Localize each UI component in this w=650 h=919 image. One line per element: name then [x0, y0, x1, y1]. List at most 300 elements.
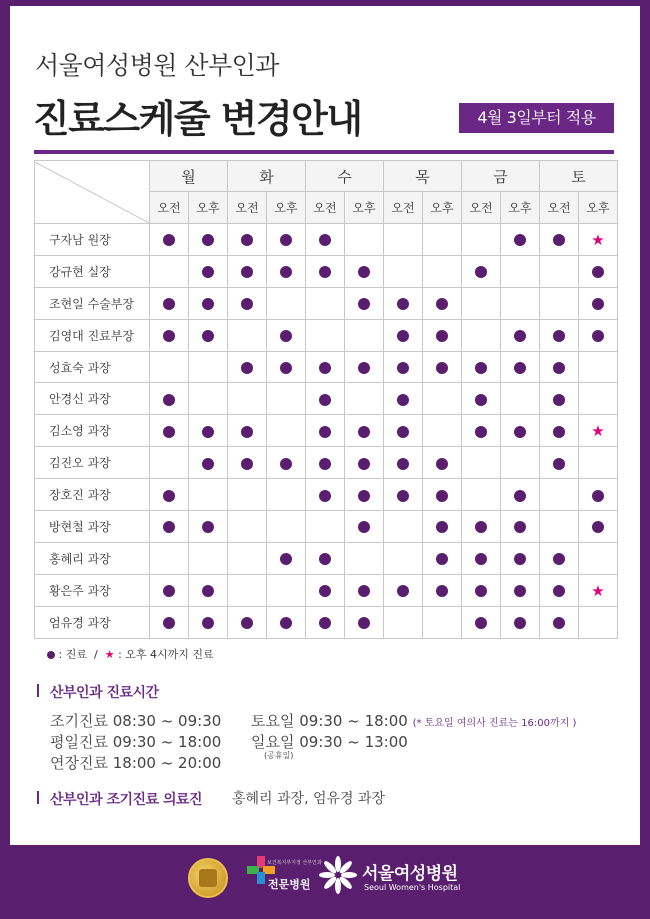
clinic-dot-icon	[202, 521, 214, 533]
clinic-dot-icon	[553, 458, 565, 470]
clinic-dot-icon	[397, 458, 409, 470]
specialty-hospital-text: 전문병원	[268, 878, 311, 891]
schedule-cell	[423, 287, 462, 319]
doctor-name: 김진오 과장	[35, 447, 150, 479]
schedule-cell	[423, 383, 462, 415]
schedule-cell	[540, 511, 579, 543]
schedule-cell	[540, 319, 579, 351]
day-header: 금	[462, 161, 540, 192]
clinic-dot-icon	[514, 330, 526, 342]
schedule-cell	[345, 351, 384, 383]
schedule-cell	[579, 383, 618, 415]
am-header: 오전	[462, 192, 501, 224]
doctor-row	[35, 479, 618, 511]
clinic-dot-icon	[592, 521, 604, 533]
schedule-cell	[267, 351, 306, 383]
day-header: 수	[306, 161, 384, 192]
clinic-dot-icon	[436, 521, 448, 533]
schedule-cell	[267, 415, 306, 447]
schedule-cell	[462, 255, 501, 287]
schedule-cell	[579, 319, 618, 351]
doctor-row	[35, 447, 618, 479]
clinic-dot-icon	[163, 490, 175, 502]
schedule-cell	[189, 287, 228, 319]
top-border	[0, 0, 650, 6]
schedule-cell	[423, 574, 462, 606]
page-title: 진료스케줄 변경안내	[33, 97, 362, 141]
weekday-hours: 평일진료 09:30 ~ 18:00	[50, 733, 222, 751]
schedule-cell	[540, 542, 579, 574]
schedule-cell	[228, 224, 267, 256]
clinic-dot-icon	[280, 234, 292, 246]
schedule-cell	[228, 351, 267, 383]
hospital-name-korean: 서울여성병원	[362, 864, 458, 884]
clinic-dot-icon	[280, 553, 292, 565]
early-doctors-names: 홍혜리 과장, 엄유경 과장	[232, 791, 386, 807]
doctor-name: 김영대 진료부장	[35, 319, 150, 351]
day-header: 화	[228, 161, 306, 192]
schedule-cell	[267, 383, 306, 415]
schedule-cell	[189, 542, 228, 574]
schedule-cell	[150, 319, 189, 351]
schedule-cell	[267, 542, 306, 574]
clinic-dot-icon	[553, 362, 565, 374]
doctor-name: 홍혜리 과장	[35, 542, 150, 574]
schedule-cell	[150, 351, 189, 383]
schedule-cell	[384, 224, 423, 256]
clinic-dot-icon	[514, 553, 526, 565]
schedule-cell	[501, 542, 540, 574]
saturday-hours-text: 토요일 09:30 ~ 18:00	[251, 712, 408, 730]
clinic-dot-icon	[358, 362, 370, 374]
schedule-cell	[306, 255, 345, 287]
schedule-cell	[189, 511, 228, 543]
clinic-dot-icon	[280, 266, 292, 278]
schedule-cell	[384, 511, 423, 543]
schedule-cell	[345, 574, 384, 606]
effective-date-badge: 4월 3일부터 적용	[459, 103, 614, 133]
clinic-dot-icon	[553, 553, 565, 565]
schedule-cell	[267, 447, 306, 479]
clinic-dot-icon	[163, 394, 175, 406]
pm-header: 오후	[501, 192, 540, 224]
clinic-dot-icon	[202, 426, 214, 438]
schedule-cell	[423, 447, 462, 479]
clinic-dot-icon	[436, 458, 448, 470]
clinic-dot-icon	[553, 330, 565, 342]
clinic-dot-icon	[475, 426, 487, 438]
doctor-name: 엄유경 과장	[35, 606, 150, 638]
schedule-cell	[579, 224, 618, 256]
clinic-dot-icon	[397, 426, 409, 438]
am-header: 오전	[150, 192, 189, 224]
schedule-cell	[345, 415, 384, 447]
clinic-dot-icon	[358, 521, 370, 533]
doctor-name: 강규현 실장	[35, 255, 150, 287]
clinic-dot-icon	[241, 234, 253, 246]
schedule-cell	[423, 255, 462, 287]
early-doctors-section-title: 산부인과 조기진료 의료진	[50, 792, 203, 808]
clinic-dot-icon	[319, 458, 331, 470]
clinic-dot-icon	[514, 490, 526, 502]
schedule-cell	[150, 606, 189, 638]
schedule-cell	[501, 415, 540, 447]
schedule-cell	[384, 415, 423, 447]
legend-star-label: : 오후 4시까지 진료	[118, 648, 214, 661]
schedule-cell	[228, 606, 267, 638]
clinic-dot-icon	[436, 490, 448, 502]
schedule-cell	[306, 542, 345, 574]
clinic-dot-icon	[202, 266, 214, 278]
schedule-cell	[462, 415, 501, 447]
schedule-cell	[150, 224, 189, 256]
clinic-dot-icon	[553, 234, 565, 246]
schedule-cell	[189, 606, 228, 638]
schedule-cell	[540, 574, 579, 606]
schedule-cell	[501, 224, 540, 256]
clinic-dot-icon	[358, 458, 370, 470]
clinic-dot-icon	[280, 330, 292, 342]
sunday-hours: 일요일 09:30 ~ 13:00	[251, 733, 408, 751]
clinic-dot-icon	[163, 585, 175, 597]
schedule-cell	[384, 351, 423, 383]
doctor-name: 방현철 과장	[35, 511, 150, 543]
schedule-cell	[501, 511, 540, 543]
schedule-cell	[306, 479, 345, 511]
legend-star-icon: ★	[104, 648, 115, 661]
clinic-dot-icon	[514, 521, 526, 533]
schedule-cell	[579, 351, 618, 383]
schedule-cell	[345, 319, 384, 351]
clinic-dot-icon	[397, 490, 409, 502]
schedule-cell	[423, 224, 462, 256]
specialty-designation-text: 보건복지부지정 산부인과	[267, 860, 322, 866]
schedule-cell	[228, 511, 267, 543]
schedule-cell	[267, 574, 306, 606]
legend-dot-icon	[47, 651, 55, 659]
schedule-cell	[345, 287, 384, 319]
clinic-dot-icon	[475, 266, 487, 278]
clinic-dot-icon	[319, 553, 331, 565]
clinic-dot-icon	[319, 234, 331, 246]
schedule-cell	[462, 574, 501, 606]
clinic-dot-icon	[241, 426, 253, 438]
clinic-dot-icon	[319, 362, 331, 374]
schedule-cell	[150, 383, 189, 415]
clinic-dot-icon	[592, 490, 604, 502]
schedule-cell	[150, 447, 189, 479]
schedule-cell	[462, 224, 501, 256]
schedule-cell	[306, 319, 345, 351]
clinic-dot-icon	[553, 426, 565, 438]
clinic-dot-icon	[319, 394, 331, 406]
schedule-cell	[267, 319, 306, 351]
schedule-cell	[189, 479, 228, 511]
clinic-dot-icon	[202, 330, 214, 342]
schedule-cell	[228, 574, 267, 606]
day-header: 토	[540, 161, 618, 192]
schedule-cell	[501, 574, 540, 606]
schedule-cell	[501, 287, 540, 319]
clinic-dot-icon	[553, 585, 565, 597]
schedule-cell	[189, 447, 228, 479]
schedule-cell	[150, 255, 189, 287]
schedule-cell	[150, 542, 189, 574]
schedule-cell	[306, 606, 345, 638]
clinic-dot-icon	[241, 458, 253, 470]
schedule-cell	[540, 447, 579, 479]
schedule-cell	[189, 383, 228, 415]
doctor-row	[35, 511, 618, 543]
certification-seal-icon	[188, 858, 228, 898]
schedule-cell	[150, 574, 189, 606]
schedule-cell	[228, 542, 267, 574]
schedule-cell	[306, 415, 345, 447]
schedule-cell	[189, 255, 228, 287]
schedule-cell	[384, 255, 423, 287]
pm-header: 오후	[423, 192, 462, 224]
right-border	[640, 0, 650, 919]
corner-diagonal	[35, 162, 149, 223]
schedule-cell	[150, 479, 189, 511]
schedule-cell	[423, 415, 462, 447]
clinic-dot-icon	[514, 426, 526, 438]
schedule-cell	[540, 383, 579, 415]
schedule-cell	[540, 351, 579, 383]
schedule-cell	[579, 287, 618, 319]
clinic-dot-icon	[592, 330, 604, 342]
am-header: 오전	[540, 192, 579, 224]
clinic-dot-icon	[436, 362, 448, 374]
clinic-dot-icon	[436, 585, 448, 597]
schedule-cell	[540, 479, 579, 511]
clinic-dot-icon	[475, 521, 487, 533]
schedule-cell	[384, 319, 423, 351]
schedule-cell	[462, 606, 501, 638]
schedule-cell	[384, 542, 423, 574]
clinic-dot-icon	[319, 266, 331, 278]
clinic-dot-icon	[163, 617, 175, 629]
schedule-cell	[423, 479, 462, 511]
schedule-cell	[540, 255, 579, 287]
schedule-cell	[579, 542, 618, 574]
clinic-dot-icon	[202, 585, 214, 597]
schedule-cell	[579, 255, 618, 287]
schedule-cell	[345, 383, 384, 415]
table-corner-cell	[35, 161, 150, 224]
schedule-cell	[189, 574, 228, 606]
schedule-cell	[501, 606, 540, 638]
clinic-dot-icon	[358, 298, 370, 310]
schedule-cell	[501, 255, 540, 287]
clinic-dot-icon	[319, 426, 331, 438]
doctor-row	[35, 606, 618, 638]
doctor-row	[35, 224, 618, 256]
doctor-row	[35, 542, 618, 574]
clinic-dot-icon	[358, 426, 370, 438]
schedule-cell	[306, 224, 345, 256]
clinic-dot-icon	[397, 298, 409, 310]
schedule-cell	[462, 447, 501, 479]
clinic-dot-icon	[280, 617, 292, 629]
schedule-cell	[306, 447, 345, 479]
schedule-cell	[462, 511, 501, 543]
clinic-dot-icon	[436, 298, 448, 310]
schedule-cell	[384, 287, 423, 319]
schedule-cell	[540, 606, 579, 638]
schedule-cell	[306, 351, 345, 383]
schedule-cell	[228, 479, 267, 511]
schedule-cell	[267, 224, 306, 256]
schedule-cell	[540, 287, 579, 319]
schedule-cell	[579, 415, 618, 447]
doctor-row	[35, 351, 618, 383]
clinic-dot-icon	[514, 234, 526, 246]
legend	[47, 646, 214, 662]
saturday-note: (* 토요일 여의사 진료는 16:00까지 )	[412, 718, 577, 729]
schedule-cell	[384, 479, 423, 511]
clinic-dot-icon	[553, 617, 565, 629]
clinic-dot-icon	[436, 330, 448, 342]
clinic-dot-icon	[280, 362, 292, 374]
schedule-cell	[423, 511, 462, 543]
schedule-cell	[579, 606, 618, 638]
schedule-cell	[306, 383, 345, 415]
schedule-cell	[189, 415, 228, 447]
schedule-cell	[345, 511, 384, 543]
schedule-cell	[540, 415, 579, 447]
day-header: 월	[150, 161, 228, 192]
left-border	[0, 0, 10, 919]
schedule-cell	[345, 224, 384, 256]
schedule-cell	[462, 542, 501, 574]
schedule-cell	[267, 511, 306, 543]
schedule-cell	[462, 287, 501, 319]
schedule-cell	[345, 606, 384, 638]
schedule-cell	[267, 479, 306, 511]
doctor-name: 성효숙 과장	[35, 351, 150, 383]
until-4pm-star-icon: ★	[591, 422, 605, 441]
clinic-dot-icon	[163, 521, 175, 533]
clinic-dot-icon	[202, 458, 214, 470]
schedule-cell	[150, 511, 189, 543]
early-doctors-section-marker	[37, 791, 39, 804]
legend-dot-label: : 진료	[58, 648, 87, 661]
pm-header: 오후	[189, 192, 228, 224]
clinic-dot-icon	[163, 298, 175, 310]
doctor-name: 황은주 과장	[35, 574, 150, 606]
schedule-cell	[540, 224, 579, 256]
hours-section-marker	[37, 684, 39, 697]
schedule-cell	[228, 287, 267, 319]
clinic-dot-icon	[475, 617, 487, 629]
clinic-dot-icon	[163, 330, 175, 342]
schedule-cell	[423, 542, 462, 574]
clinic-dot-icon	[202, 234, 214, 246]
doctor-name: 김소영 과장	[35, 415, 150, 447]
schedule-cell	[579, 447, 618, 479]
schedule-cell	[345, 447, 384, 479]
clinic-dot-icon	[475, 585, 487, 597]
schedule-cell	[267, 606, 306, 638]
clinic-dot-icon	[319, 490, 331, 502]
schedule-cell	[462, 351, 501, 383]
schedule-cell	[384, 606, 423, 638]
clinic-dot-icon	[475, 394, 487, 406]
am-header: 오전	[228, 192, 267, 224]
hospital-flower-logo-icon	[318, 855, 358, 895]
clinic-dot-icon	[163, 234, 175, 246]
schedule-cell	[384, 383, 423, 415]
clinic-dot-icon	[319, 617, 331, 629]
schedule-cell	[384, 574, 423, 606]
schedule-cell	[189, 351, 228, 383]
hospital-department-title: 서울여성병원 산부인과	[35, 51, 279, 80]
schedule-cell	[501, 319, 540, 351]
schedule-cell	[228, 255, 267, 287]
hospital-name-english: Seoul Women's Hospital	[364, 883, 461, 892]
clinic-dot-icon	[319, 585, 331, 597]
schedule-cell	[228, 415, 267, 447]
clinic-dot-icon	[241, 266, 253, 278]
schedule-cell	[345, 542, 384, 574]
clinic-dot-icon	[241, 298, 253, 310]
doctor-row	[35, 255, 618, 287]
saturday-hours	[251, 710, 576, 731]
schedule-cell	[267, 255, 306, 287]
clinic-dot-icon	[241, 362, 253, 374]
schedule-cell	[345, 255, 384, 287]
am-header: 오전	[306, 192, 345, 224]
schedule-cell	[501, 351, 540, 383]
early-hours: 조기진료 08:30 ~ 09:30	[50, 712, 222, 730]
schedule-cell	[579, 574, 618, 606]
extended-hours: 연장진료 18:00 ~ 20:00	[50, 754, 222, 772]
schedule-cell	[501, 447, 540, 479]
am-header: 오전	[384, 192, 423, 224]
schedule-cell	[423, 606, 462, 638]
doctor-row	[35, 319, 618, 351]
doctor-name: 안경신 과장	[35, 383, 150, 415]
clinic-dot-icon	[514, 617, 526, 629]
schedule-cell	[423, 351, 462, 383]
schedule-cell	[189, 224, 228, 256]
clinic-dot-icon	[241, 617, 253, 629]
schedule-cell	[462, 383, 501, 415]
until-4pm-star-icon: ★	[591, 230, 605, 249]
clinic-dot-icon	[592, 266, 604, 278]
doctor-row	[35, 574, 618, 606]
clinic-dot-icon	[397, 585, 409, 597]
clinic-dot-icon	[397, 362, 409, 374]
clinic-dot-icon	[397, 330, 409, 342]
pm-header: 오후	[267, 192, 306, 224]
schedule-cell	[228, 447, 267, 479]
schedule-cell	[189, 319, 228, 351]
schedule-cell	[267, 287, 306, 319]
schedule-cell	[423, 319, 462, 351]
pm-header: 오후	[579, 192, 618, 224]
clinic-dot-icon	[514, 585, 526, 597]
clinic-dot-icon	[280, 458, 292, 470]
clinic-dot-icon	[358, 266, 370, 278]
doctor-row	[35, 415, 618, 447]
until-4pm-star-icon: ★	[591, 581, 605, 600]
schedule-cell	[462, 479, 501, 511]
doctor-name: 구자남 원장	[35, 224, 150, 256]
sunday-holiday-note: (공휴일)	[264, 751, 294, 760]
clinic-dot-icon	[553, 394, 565, 406]
